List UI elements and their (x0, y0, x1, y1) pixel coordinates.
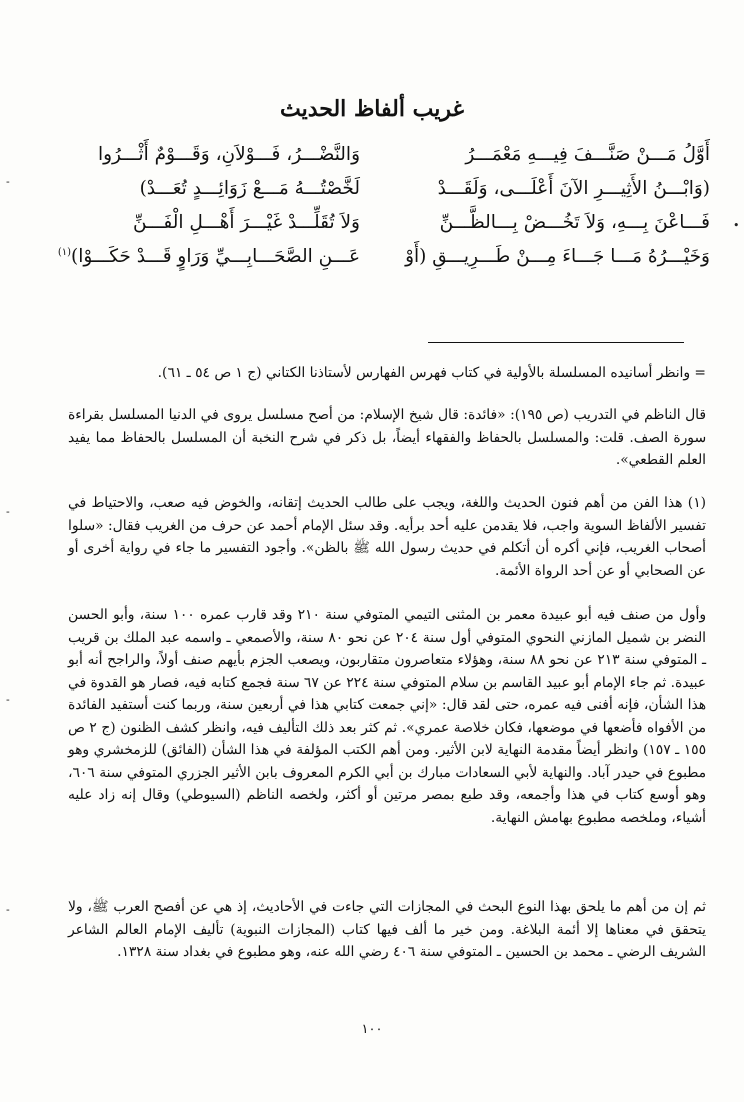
verse-line (57, 246, 710, 280)
verse-second-hemistich: وَالنَّضْـــرُ، فَـــوْلاَنِ، وَقَـــوْمٌ أَثْـــرُوا (97, 144, 360, 165)
page-title: غريب ألفاظ الحديث (280, 96, 464, 122)
verse-first-hemistich: أَوَّلُ مَـــنْ صَنَّـــفَ فِيـــهِ مَعْمَـــرُ (465, 144, 710, 165)
verse-text: عَـــنِ الصَّحَـــابِـــيِّ وَرَاوٍ قَـــدْ حَكَـــوْا) (71, 246, 360, 267)
scan-mark: - (6, 693, 10, 706)
footnote-paragraph: قال الناظم في التدريب (ص ١٩٥): «فائدة: قال شيخ الإسلام: من أصح مسلسل يروى في الدنيا المسلسل بقراءة سورة الصف. قلت: والمسلسل بالحفاظ والفقهاء أيضاً، بل ذكر في شرح النخبة أن المسلسل بالحفاظ مما يفيد العلم القطعي». (68, 407, 706, 468)
verse-second-hemistich (57, 246, 360, 267)
scan-mark: - (6, 505, 10, 518)
page-number: ١٠٠ (361, 1022, 383, 1037)
verse-first-hemistich: فَـــاعْنَ بِـــهِ، وَلاَ تَخُـــضْ بِـــالظَّـــنِّ (439, 212, 710, 233)
footnote-continuation: = وانظر أسانيده المسلسلة بالأولية في كتاب فهرس الفهارس لأستاذنا الكتاني (ج ١ ص ٥٤ ـ ٦١). (157, 365, 706, 381)
verse-line (60, 212, 710, 246)
verse-second-hemistich: لَخَّصْتُـــهُ مَـــعْ زَوَائِـــدٍ تُعَـــدْ) (139, 178, 360, 199)
footnote-paragraph: وأول من صنف فيه أبو عبيدة معمر بن المثنى التيمي المتوفي سنة ٢١٠ وقد قارب عمره ١٠٠ سنة، وأبو الحسن النضر بن شميل المازني النحوي المتوفي أول سنة ٢٠٤ عن نحو ٨٠ سنة، والأصمعي ـ واسمه عبد الملك بن قريب ـ المتوفي سنة ٢١٣ عن نحو ٨٨ سنة، وهؤلاء متعاصرون متقاربون، ويصعب الجزم بأيهم صنف أولاً، والراجح أنه أبو عبيدة. ثم جاء الإمام أبو عبيد القاسم بن سلام المتوفي سنة ٢٢٤ عن ٦٧ سنة فجمع كتابه فيه، فصار هو القدوة في هذا الشأن، فإنه أفنى فيه عمره، حتى لقد قال: «إني جمعت كتابي هذا في أربعين سنة، وربما كنت أستفيد الفائدة من الأفواه فأضعها في موضعها، فكان خلاصة عمري». ثم كثر بعد ذلك التأليف فيه، وانظر كشف الظنون (ج ٢ ص ١٥٥ ـ ١٥٧) وانظر أيضاً مقدمة النهاية لابن الأثير. ومن أهم الكتب المؤلفة في هذا الشأن (الفائق) للزمخشري وهو مطبوع في حيدر آباد. والنهاية لأبي السعادات مبارك بن أبي الكرم المعروف بابن الأثير الجزري المتوفي سنة ٦٠٦، وهو أوسع كتاب في هذا وأجمعه، وقد طبع بمصر مرتين أو أكثر، ولخصه الناظم (السيوطي) وقال إنه زاد عليه أشياء، وملخصه مطبوع بهامش النهاية. (68, 607, 707, 826)
verse-first-hemistich: وَخَيْـــرُهُ مَـــا جَـــاءَ مِـــنْ طَـــرِيـــقِ (أَوْ (405, 246, 710, 267)
footnote-paragraph: (١) هذا الفن من أهم فنون الحديث واللغة، ويجب على طالب الحديث إتقانه، والخوض فيه صعب، والاحتياط في تفسير الألفاظ السوية واجب، فلا يقدمن عليه أحد برأيه. وقد سئل الإمام أحمد عن حرف من الغريب فقال: «سلوا أصحاب الغريب، فإني أكره أن أتكلم في حديث رسول الله ﷺ بالظن». وأجود التفسير ما جاء في رواية أخرى أو عن الصحابي أو عن أحد الرواة الأئمة. (68, 495, 706, 579)
verse-line (60, 178, 710, 212)
footnote-separator (428, 342, 684, 343)
verse-line (60, 144, 710, 178)
footnote-paragraph: ثم إن من أهم ما يلحق بهذا النوع البحث في المجازات التي جاءت في الأحاديث، إذ هي عن أفصح العرب ﷺ، ولا يتحقق في معناها إلا أئمة البلاغة. ومن خير ما ألف فيها كتاب (المجازات النبوية) تأليف الإمام العالم الشاعر الشريف الرضي ـ محمد بن الحسين ـ المتوفي سنة ٤٠٦ رضي الله عنه، وهو مطبوع في بغداد سنة ١٣٢٨. (68, 899, 706, 960)
scan-mark: • (733, 219, 740, 232)
scan-mark: - (6, 175, 10, 188)
footnote-marker: (١) (57, 246, 72, 258)
verse-first-hemistich: (وَابْـــنُ الأَثِيـــرِ الآنَ أَعْلَـــى، وَلَقَـــدْ (437, 178, 710, 199)
verse-second-hemistich: وَلاَ تُقَلِّـــدْ غَيْـــرَ أَهْـــلِ الْفَـــنِّ (133, 212, 360, 233)
scan-mark: - (6, 903, 10, 916)
